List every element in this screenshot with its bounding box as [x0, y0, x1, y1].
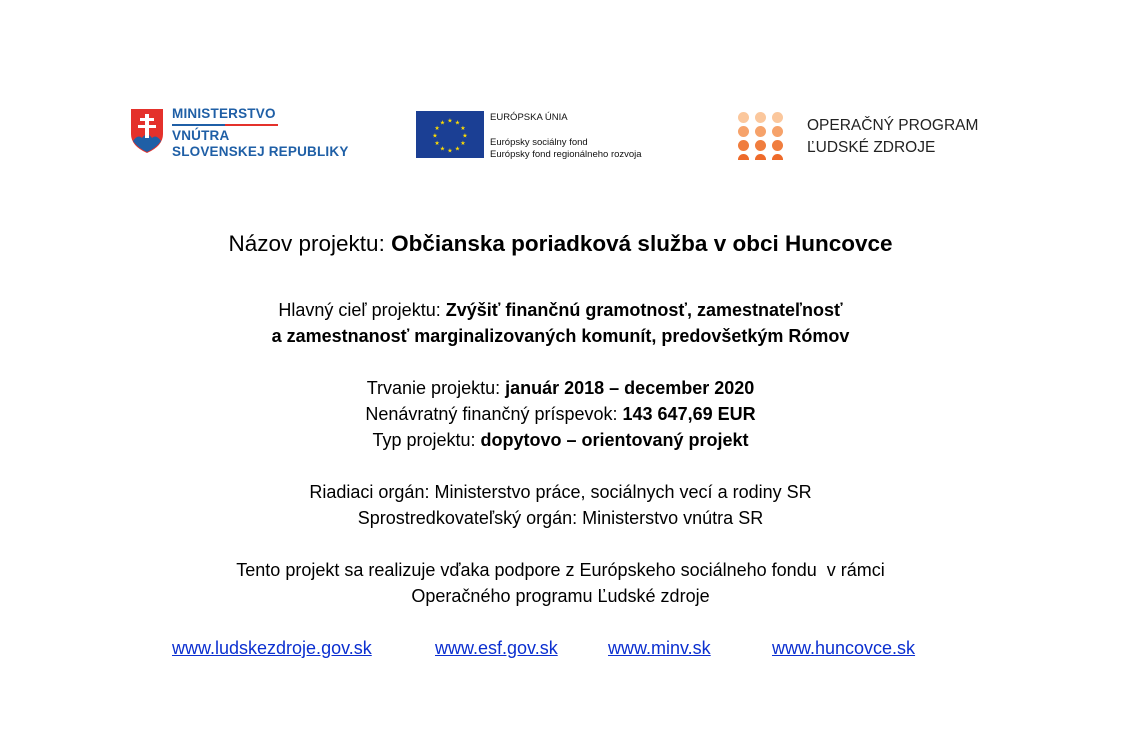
- value: január 2018 – december 2020: [505, 378, 755, 398]
- project-goal: [0, 300, 1121, 321]
- value: Občianska poriadková služba v obci Huncovce: [391, 231, 893, 256]
- eu-title: EURÓPSKA ÚNIA: [490, 112, 568, 123]
- star-icon: ★: [462, 133, 468, 140]
- dot: [772, 154, 783, 160]
- value: Zvýšiť finančnú gramotnosť, zamestnateľnosť: [445, 300, 843, 320]
- op-line1: OPERAČNÝ PROGRAM: [807, 117, 979, 134]
- star-icon: ★: [432, 133, 438, 140]
- star-icon: ★: [439, 146, 446, 153]
- value: a zamestnanosť marginalizovaných komunít, predovšetkým Rómov: [271, 326, 850, 346]
- label: Typ projektu:: [372, 430, 481, 450]
- dot: [738, 126, 749, 137]
- label: Trvanie projektu:: [366, 378, 506, 398]
- eu-flag-icon: [416, 111, 484, 158]
- value: dopytovo – orientovaný projekt: [480, 430, 749, 450]
- link-esf[interactable]: www.esf.gov.sk: [435, 638, 558, 658]
- eu-fund2: Európsky fond regionálneho rozvoja: [490, 149, 642, 160]
- dot: [755, 140, 766, 151]
- star-icon: ★: [460, 141, 466, 147]
- link-huncovce[interactable]: www.huncovce.sk: [772, 638, 916, 658]
- value: 143 647,69 EUR: [622, 404, 756, 424]
- dot: [755, 126, 766, 137]
- star-icon: ★: [447, 148, 453, 155]
- funding-note: Tento projekt sa realizuje vďaka podpore z Európskeho sociálneho fondu v rámci: [236, 560, 885, 580]
- dot: [772, 140, 783, 151]
- dot: [772, 126, 783, 137]
- funding-note-cont: Operačného programu Ľudské zdroje: [411, 586, 710, 606]
- ministry-logo-line3: SLOVENSKEJ REPUBLIKY: [172, 144, 349, 159]
- star-icon: ★: [439, 120, 446, 127]
- project-duration: [0, 378, 1121, 399]
- dot: [755, 154, 766, 160]
- slovak-coat-of-arms-icon: [130, 108, 164, 154]
- project-grant: [0, 404, 1121, 425]
- project-name: [0, 231, 1121, 257]
- label: Nenávratný finančný príspevok:: [365, 404, 623, 424]
- star-icon: ★: [460, 126, 466, 132]
- ministry-logo-line1: MINISTERSTVO: [172, 106, 276, 121]
- label: Názov projektu:: [228, 231, 392, 256]
- star-icon: ★: [454, 120, 461, 127]
- link-ludskezdroje[interactable]: www.ludskezdroje.gov.sk: [172, 638, 372, 658]
- star-icon: ★: [434, 126, 440, 132]
- star-icon: ★: [434, 141, 440, 147]
- link-minv[interactable]: www.minv.sk: [608, 638, 711, 658]
- project-type: [0, 430, 1121, 451]
- project-goal-cont: [0, 326, 1121, 347]
- managing-authority: Riadiaci orgán: Ministerstvo práce, sociálnych vecí a rodiny SR: [309, 482, 812, 502]
- dot: [738, 154, 749, 160]
- eu-fund1: Európsky sociálny fond: [490, 137, 588, 148]
- label: Hlavný cieľ projektu:: [278, 300, 446, 320]
- dot: [738, 140, 749, 151]
- op-line2: ĽUDSKÉ ZDROJE: [807, 139, 936, 156]
- dot: [738, 112, 749, 123]
- ministry-logo-line2: VNÚTRA: [172, 128, 230, 143]
- star-icon: ★: [454, 146, 461, 153]
- dot: [755, 112, 766, 123]
- dot: [772, 112, 783, 123]
- intermediate-body: Sprostredkovateľský orgán: Ministerstvo vnútra SR: [357, 508, 764, 528]
- star-icon: ★: [447, 118, 453, 125]
